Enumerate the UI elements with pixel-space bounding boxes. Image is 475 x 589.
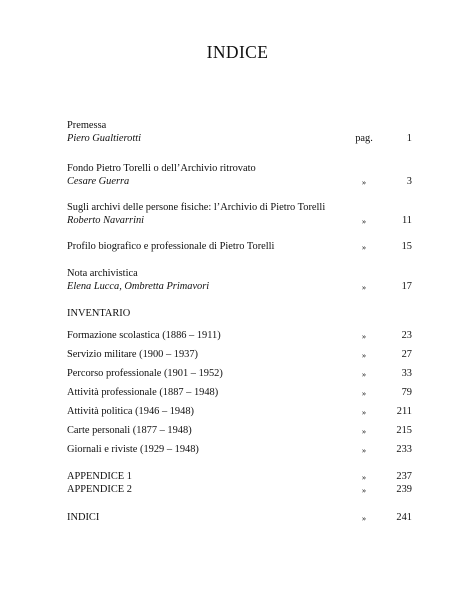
toc-item	[67, 348, 412, 361]
section-heading: INVENTARIO	[67, 308, 131, 319]
toc-entry-appendice-2	[67, 483, 412, 496]
page-number: 15	[401, 241, 412, 252]
page-number: 215	[396, 425, 412, 436]
toc-item	[67, 443, 412, 456]
page-number: 27	[401, 349, 412, 360]
ditto-mark: »	[361, 388, 367, 398]
ditto-mark: »	[361, 369, 367, 379]
toc-entry-fondo	[67, 162, 412, 175]
toc-entry-appendice-1	[67, 470, 412, 483]
entry-title: APPENDICE 1	[67, 471, 132, 482]
entry-title: INDICI	[67, 512, 100, 523]
page-number: 237	[396, 471, 412, 482]
page-number: 23	[401, 330, 412, 341]
toc-entry-archivi-author-line	[67, 214, 412, 227]
toc-entry-fondo-author-line	[67, 175, 412, 188]
page-number: 3	[406, 176, 412, 187]
toc-entry-nota-author-line	[67, 280, 412, 293]
toc-entry-premessa-author-line	[67, 132, 412, 145]
item-title: Formazione scolastica (1886 – 1911)	[67, 330, 221, 341]
toc-entry-nota	[67, 267, 412, 280]
ditto-mark: »	[361, 282, 367, 292]
ditto-mark: »	[361, 242, 367, 252]
toc-entry-profilo	[67, 240, 412, 253]
page-abbrev: pag.	[355, 133, 373, 144]
ditto-mark: »	[361, 426, 367, 436]
entry-author: Elena Lucca, Ombretta Primavori	[67, 281, 210, 292]
ditto-mark: »	[361, 216, 367, 226]
entry-title: Sugli archivi delle persone fisiche: l’Archivio di Pietro Torelli	[67, 202, 326, 213]
page-title: INDICE	[206, 42, 269, 62]
page-number: 239	[396, 484, 412, 495]
item-title: Attività politica (1946 – 1948)	[67, 406, 194, 417]
ditto-mark: »	[361, 445, 367, 455]
toc-entry-premessa	[67, 119, 412, 132]
page-number: 33	[401, 368, 412, 379]
ditto-mark: »	[361, 485, 367, 495]
item-title: Servizio militare (1900 – 1937)	[67, 349, 199, 360]
toc-entry-archivi	[67, 201, 412, 214]
ditto-mark: »	[361, 331, 367, 341]
entry-title: Profilo biografico e professionale di Pietro Torelli	[67, 241, 275, 252]
item-title: Carte personali (1877 – 1948)	[67, 425, 192, 436]
toc-item	[67, 386, 412, 399]
page-number: 17	[401, 281, 412, 292]
ditto-mark: »	[361, 513, 367, 523]
item-title: Percorso professionale (1901 – 1952)	[67, 368, 223, 379]
ditto-mark: »	[361, 350, 367, 360]
entry-title: Fondo Pietro Torelli o dell’Archivio ritrovato	[67, 163, 256, 174]
page-number: 233	[396, 444, 412, 455]
entry-title: Nota archivistica	[67, 268, 138, 279]
entry-author: Cesare Guerra	[67, 176, 130, 187]
entry-title: Premessa	[67, 120, 107, 131]
ditto-mark: »	[361, 177, 367, 187]
ditto-mark: »	[361, 407, 367, 417]
page-number: 1	[406, 133, 412, 144]
page-number: 11	[401, 215, 412, 226]
section-heading-inventario	[67, 307, 412, 320]
ditto-mark: »	[361, 472, 367, 482]
toc-item	[67, 329, 412, 342]
entry-author: Roberto Navarrini	[67, 215, 145, 226]
page-number: 79	[401, 387, 412, 398]
page-number: 211	[396, 406, 412, 417]
toc-entry-indici	[67, 511, 412, 524]
entry-title: APPENDICE 2	[67, 484, 132, 495]
toc-item	[67, 424, 412, 437]
page-number: 241	[396, 512, 412, 523]
entry-author: Piero Gualtierotti	[67, 133, 141, 144]
toc-item	[67, 367, 412, 380]
toc-item	[67, 405, 412, 418]
item-title: Giornali e riviste (1929 – 1948)	[67, 444, 199, 455]
item-title: Attività professionale (1887 – 1948)	[67, 387, 219, 398]
